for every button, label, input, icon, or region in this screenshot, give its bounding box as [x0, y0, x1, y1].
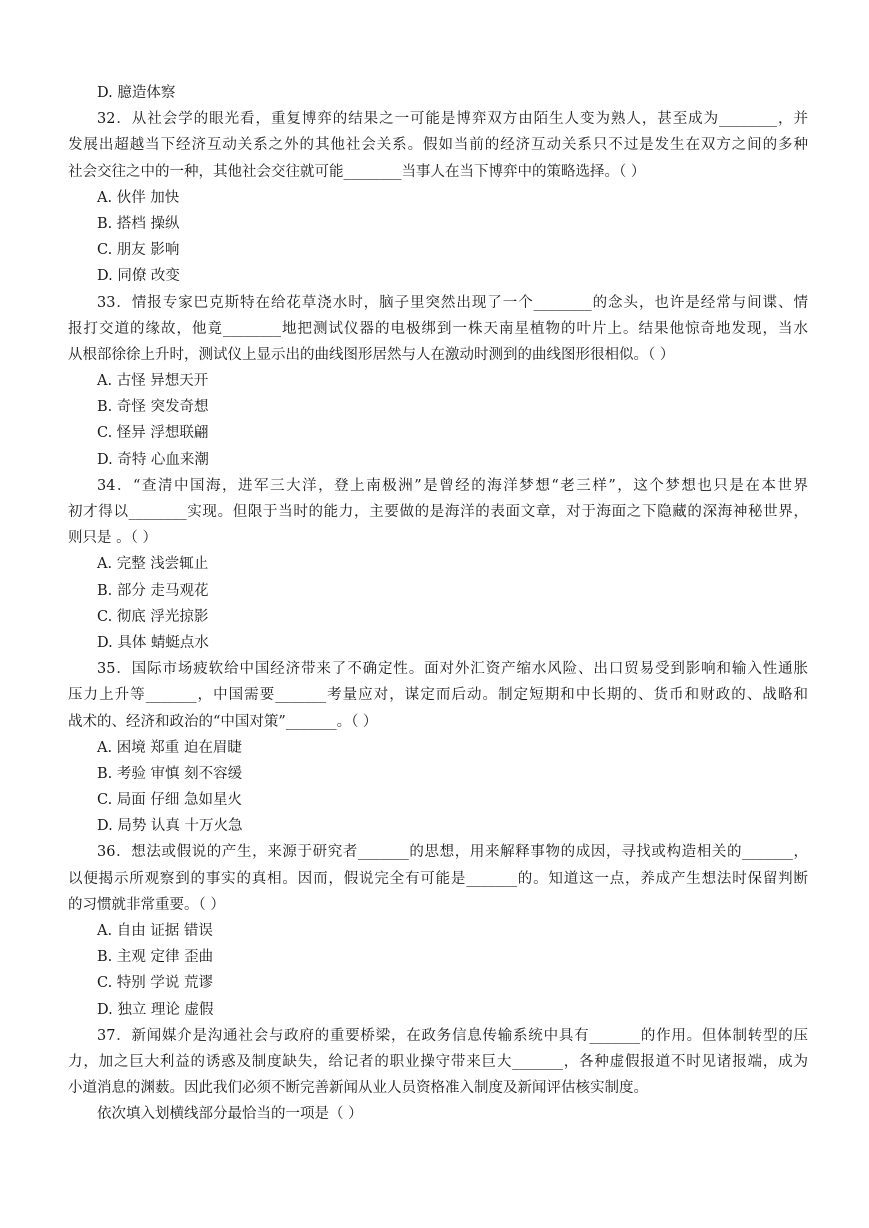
text-line: 力，加之巨大利益的诱惑及制度缺失，给记者的职业操守带来巨大_______，各种虚假报道不时见诸报端，成为 — [68, 1053, 808, 1070]
answer-option: B. 考验 审慎 刻不容缓 — [97, 765, 243, 782]
question-line: 32．从社会学的眼光看，重复博弈的结果之一可能是博弈双方由陌生人变为熟人，甚至成为________，并 — [97, 111, 808, 128]
text-line: 发展出超越当下经济互动关系之外的其他社会关系。假如当前的经济互动关系只不过是发生在双方之间的多种 — [68, 137, 808, 154]
text-line: 报打交道的缘故，他竟________地把测试仪器的电极绑到一株天南星植物的叶片上。结果他惊奇地发现，当水 — [68, 320, 808, 337]
answer-option: A. 困境 郑重 迫在眉睫 — [97, 739, 242, 756]
answer-option: D. 具体 蜻蜓点水 — [97, 634, 209, 651]
answer-option: D. 局势 认真 十万火急 — [97, 818, 243, 835]
question-line: 37．新闻媒介是沟通社会与政府的重要桥梁，在政务信息传输系统中具有_______的作用。但体制转型的压 — [97, 1027, 808, 1044]
answer-option: D. 臆造体察 — [97, 85, 176, 101]
answer-option: B. 搭档 操纵 — [97, 215, 180, 232]
text-line: 的习惯就非常重要。（ ） — [68, 896, 225, 913]
answer-option: C. 局面 仔细 急如星火 — [97, 792, 243, 809]
question-line: 34．“查清中国海，进军三大洋，登上南极洲”是曾经的海洋梦想“老三样”，这个梦想也只是在本世界 — [97, 477, 808, 494]
answer-option: A. 完整 浅尝辄止 — [97, 556, 209, 573]
text-line: 则只是 。（ ） — [68, 530, 157, 547]
exam-text-body — [68, 80, 808, 1128]
answer-option: A. 自由 证据 错误 — [97, 923, 213, 939]
answer-option: C. 特别 学说 荒谬 — [97, 975, 214, 992]
answer-option: D. 同僚 改变 — [97, 268, 180, 285]
question-line: 35．国际市场疲软给中国经济带来了不确定性。面对外汇资产缩水风险、出口贸易受到影响和输入性通胀 — [97, 661, 808, 678]
text-line: 以便揭示所观察到的事实的真相。因而，假说完全有可能是_______的。知道这一点，养成产生想法时保留判断 — [68, 870, 808, 887]
text-line: 小道消息的渊薮。因此我们必须不断完善新闻从业人员资格准入制度及新闻评估核实制度。 — [68, 1080, 648, 1097]
answer-option: D. 奇特 心血来潮 — [97, 451, 209, 468]
answer-option: B. 部分 走马观花 — [97, 582, 209, 599]
text-line: 压力上升等_______，中国需要_______考量应对，谋定而后动。制定短期和中长期的、货币和财政的、战略和 — [68, 687, 808, 704]
text-line: 社会交往之中的一种，其他社会交往就可能________当事人在当下博弈中的策略选择。（ ） — [68, 163, 646, 180]
instruction-line: 依次填入划横线部分最恰当的一项是（ ） — [97, 1106, 363, 1123]
answer-option: A. 伙伴 加快 — [97, 189, 180, 206]
question-line: 36．想法或假说的产生，来源于研究者_______的思想，用来解释事物的成因，寻找或构造相关的_______， — [97, 844, 808, 861]
answer-option: B. 主观 定律 歪曲 — [97, 949, 214, 966]
answer-option: C. 朋友 影响 — [97, 242, 180, 259]
answer-option: C. 怪异 浮想联翩 — [97, 425, 209, 442]
answer-option: C. 彻底 浮光掠影 — [97, 608, 209, 625]
answer-option: A. 古怪 异想天开 — [97, 373, 209, 390]
question-line: 33．情报专家巴克斯特在给花草浇水时，脑子里突然出现了一个________的念头，也许是经常与间谍、情 — [97, 294, 808, 311]
text-line: 从根部徐徐上升时，测试仪上显示出的曲线图形居然与人在激动时测到的曲线图形很相似。（ ） — [68, 346, 675, 363]
text-line: 战术的、经济和政治的“中国对策”_______。（ ） — [68, 713, 378, 730]
text-line: 初才得以________实现。但限于当时的能力，主要做的是海洋的表面文章，对于海面之下隐藏的深海神秘世界， — [68, 504, 808, 520]
answer-option: D. 独立 理论 虚假 — [97, 1001, 214, 1018]
answer-option: B. 奇怪 突发奇想 — [97, 399, 209, 416]
